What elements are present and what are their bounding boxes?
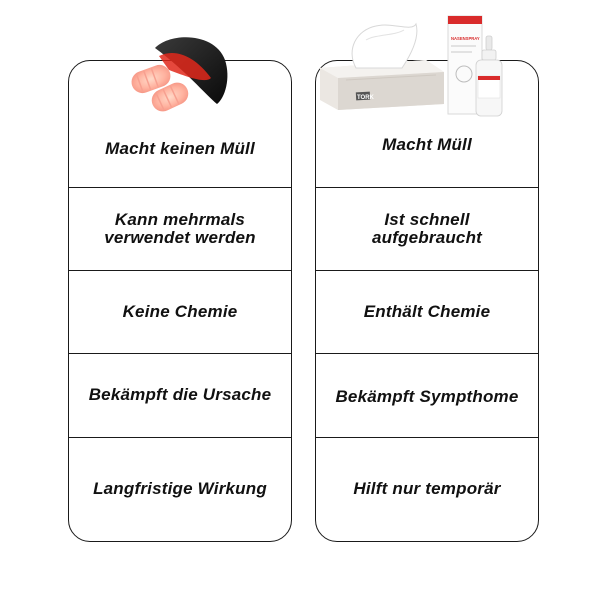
left-row-3-text: Keine Chemie: [122, 302, 238, 321]
right-row-4: [316, 355, 538, 439]
left-row-1: [69, 113, 291, 185]
left-row-1-text: Macht keinen Müll: [105, 139, 255, 158]
right-row-5-text: Hilft nur temporär: [353, 479, 501, 498]
right-row-3-text: Enthält Chemie: [363, 302, 491, 321]
left-row-2: [69, 189, 291, 269]
left-divider-1: [69, 187, 291, 188]
right-divider-1: [316, 187, 538, 188]
tissue-brand-label: TORK: [357, 95, 374, 101]
tissue-box-icon: [316, 20, 448, 112]
left-row-4: [69, 355, 291, 435]
left-row-4-text: Bekämpft die Ursache: [88, 385, 272, 404]
left-row-2-text: Kann mehrmals verwendet werden: [104, 210, 256, 247]
right-row-4-text: Bekämpft Sympthome: [335, 387, 519, 406]
left-divider-3: [69, 353, 291, 354]
right-row-5: [316, 439, 538, 539]
right-divider-3: [316, 353, 538, 354]
left-divider-4: [69, 437, 291, 438]
left-row-3: [69, 272, 291, 352]
right-comparison-card: [315, 60, 539, 542]
right-row-2-text: Ist schnell aufgebraucht: [371, 210, 483, 247]
right-divider-2: [316, 270, 538, 271]
red-light-nasal-device-icon: [125, 30, 235, 114]
left-row-5-text: Langfristige Wirkung: [93, 479, 267, 498]
left-divider-2: [69, 270, 291, 271]
spray-box-label: NASENSPRAY: [451, 36, 480, 41]
right-row-1-text: Macht Müll: [382, 135, 472, 154]
right-row-3: [316, 272, 538, 352]
left-row-5: [69, 439, 291, 539]
right-divider-4: [316, 437, 538, 438]
right-row-2: [316, 189, 538, 269]
nasal-spray-icon: [446, 14, 508, 120]
left-comparison-card: [68, 60, 292, 542]
